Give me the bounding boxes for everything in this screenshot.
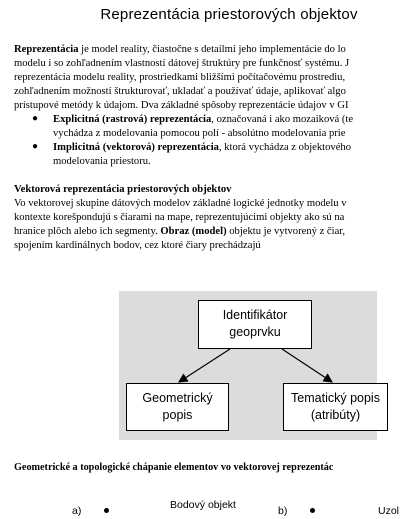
box-thematic — [283, 383, 388, 431]
vector-line-1: Vo vektorovej skupine dátových modelov základné logické jednotky modelu v — [14, 198, 347, 209]
vector-line-2: kontexte korešpondujú s čiarami na mape, reprezentujúcimi objekty ako sú na — [14, 212, 345, 223]
vector-line-4: spojením kardinálnych bodov, cez ktoré čiary prechádzajú — [14, 240, 261, 251]
bullet-1-line-2: vychádza z modelovania pomocou polí - absolútno modelovania prie — [53, 128, 346, 139]
bullet-1-text: , označovaná i ako mozaiková (te — [211, 114, 354, 125]
section-heading-geometric: Geometrické a topologické chápanie elementov vo vektorovej reprezentác — [14, 462, 334, 473]
page-title: Reprezentácia priestorových objektov — [100, 6, 358, 23]
intro-line-2: modelu i so zohľadnením vlastností dátovej štruktúry pre funkčnosť systému. J — [14, 58, 350, 69]
vector-line-3 — [14, 225, 345, 238]
intro-line-1-text: je model reality, čiastočne s detailmi jeho implementácie do lo — [78, 44, 346, 55]
section-heading-vector: Vektorová reprezentácia priestorových objektov — [14, 184, 232, 195]
bullet-2-line-1 — [53, 141, 351, 154]
box-identifier — [198, 300, 312, 349]
node-symbol — [310, 508, 315, 513]
term-reprezentacia: Reprezentácia — [14, 44, 79, 55]
bullet-2-line-2: modelovania priestoru. — [53, 156, 151, 167]
box-thematic-line-1: Tematický popis — [291, 391, 380, 405]
bullet-icon: ● — [32, 141, 39, 152]
figure-b-label: b) — [278, 505, 288, 517]
bullet-icon: ● — [32, 113, 39, 124]
arrow-to-geometry — [179, 349, 230, 382]
box-geometric-line-2: popis — [162, 408, 193, 422]
intro-line-5: prístupové metódy k údajom. Dva základné spôsoby reprezentácie údajov v GI — [14, 100, 349, 111]
term-obraz: Obraz (model) — [160, 226, 227, 237]
box-identifier-line-2: geoprvku — [229, 325, 281, 339]
point-symbol — [104, 508, 109, 513]
figure-a-caption: Bodový objekt — [170, 499, 236, 511]
bullet-1-term: Explicitná (rastrová) reprezentácia — [53, 114, 212, 125]
figure-a-label: a) — [72, 505, 82, 517]
arrow-to-thematic — [282, 349, 332, 382]
bullet-1-line-1 — [53, 113, 353, 126]
vector-line-3-pre: hranice plôch alebo ich segmenty. — [14, 226, 161, 237]
bullet-2-term: Implicitná (vektorová) reprezentácia — [53, 142, 219, 153]
intro-line-1 — [14, 43, 346, 56]
geofeature-diagram — [119, 291, 380, 440]
vector-line-3-post: objektu je vytvorený z čiar, — [226, 226, 346, 237]
bullet-2-text: , ktorá vychádza z objektového — [218, 142, 352, 153]
intro-line-3: reprezentácia modelu reality, prostriedkami bližšími počítačovému prostrediu, — [14, 72, 346, 83]
intro-line-4: zohľadnením možností štrukturovať, ukladať a používať údaje, aplikovať algo — [14, 86, 346, 97]
box-thematic-line-2: (atribúty) — [310, 408, 361, 422]
box-identifier-line-1: Identifikátor — [222, 308, 288, 322]
box-geometric-line-1: Geometrický — [142, 391, 213, 405]
box-geometric — [126, 383, 229, 431]
figure-b-caption: Uzol — [378, 505, 400, 517]
